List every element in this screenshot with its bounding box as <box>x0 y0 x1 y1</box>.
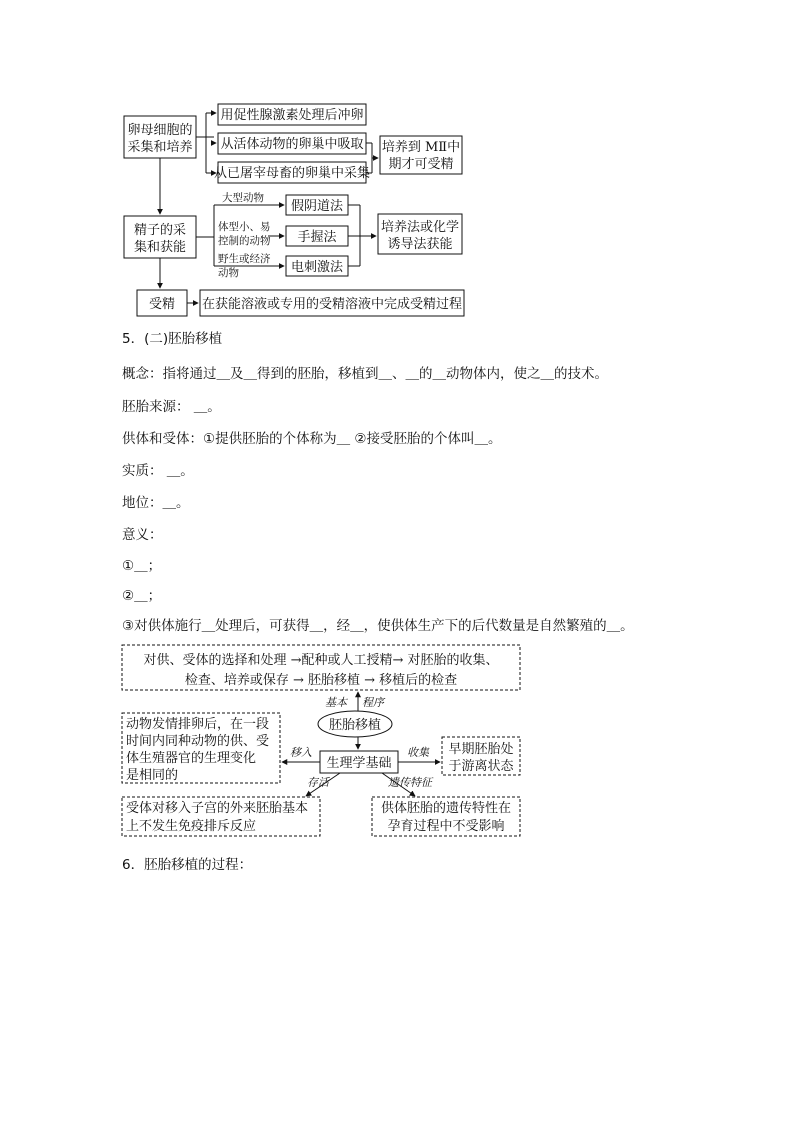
label-transfer: 移入 <box>290 746 312 759</box>
meaning-item-3: ③对供体施行＿处理后，可获得＿，经＿，使供体生产下的后代数量是自然繁殖的＿。 <box>122 618 634 634</box>
sperm-box-line2: 集和获能 <box>133 240 187 255</box>
physiological-basis: 生理学基础 <box>326 756 392 771</box>
sperm-method-3: 电刺激法 <box>290 260 344 275</box>
procedure-line2: 检查、培养或保存 → 胚胎移植 → 移植后的检查 <box>184 673 458 688</box>
oocyte-box-line2: 采集和培养 <box>127 140 193 155</box>
section6-heading: 6．胚胎移植的过程： <box>122 857 253 873</box>
oocyte-method-3: 从已屠宰母畜的卵巢中采集 <box>213 166 371 181</box>
sperm-method-1: 假阴道法 <box>290 199 344 214</box>
capacitation-line2: 诱导法获能 <box>387 237 453 252</box>
bottom-right-line1: 供体胚胎的遗传特性在 <box>380 801 512 816</box>
oocyte-box-line1: 卵母细胞的 <box>127 123 193 138</box>
bottom-left-line1: 受体对移入子宫的外来胚胎基本 <box>126 801 309 816</box>
left-box-line2: 时间内同种动物的供、受 <box>126 734 270 749</box>
left-box-line1: 动物发情排卵后，在一段 <box>126 717 270 732</box>
label-small-animal-2: 控制的动物 <box>218 235 271 247</box>
bottom-right-line2: 孕育过程中不受影响 <box>387 819 505 834</box>
label-survive: 存活 <box>307 776 329 789</box>
oocyte-method-2: 从活体动物的卵巢中吸取 <box>220 137 364 152</box>
donor-recipient-line: 供体和受体：①提供胚胎的个体称为＿ ②接受胚胎的个体叫＿。 <box>122 431 502 447</box>
left-box-line4: 是相同的 <box>126 768 179 783</box>
fertilization-box: 受精 <box>148 297 176 312</box>
right-box-line1: 早期胚胎处 <box>448 742 514 757</box>
label-collect: 收集 <box>407 746 429 759</box>
label-large-animal: 大型动物 <box>222 192 264 204</box>
label-wild-animal-1: 野生或经济 <box>218 253 271 265</box>
meaning-label: 意义： <box>122 527 163 543</box>
label-genetic: 遗传特征 <box>388 776 432 789</box>
section5-heading: 5．(二)胚胎移植 <box>122 331 223 347</box>
left-box-line3: 体生殖器官的生理变化 <box>126 751 257 766</box>
label-small-animal-1: 体型小、易 <box>218 221 271 233</box>
meaning-item-2: ②＿； <box>122 588 162 604</box>
right-box-line2: 于游离状态 <box>448 759 514 774</box>
sperm-box-line1: 精子的采 <box>133 223 187 238</box>
meaning-item-1: ①＿； <box>122 558 162 574</box>
fertilization-desc: 在获能溶液或专用的受精溶液中完成受精过程 <box>201 297 463 312</box>
label-wild-animal-2: 动物 <box>218 267 239 279</box>
procedure-line1: 对供、受体的选择和处理 →配种或人工授精→ 对胚胎的收集、 <box>143 653 499 668</box>
concept-line: 概念：指将通过＿及＿得到的胚胎，移植到＿、＿的＿动物体内，使之＿的技术。 <box>122 366 608 382</box>
capacitation-line1: 培养法或化学 <box>380 220 460 235</box>
culture-note-line2: 期才可受精 <box>388 157 454 172</box>
embryo-source-line: 胚胎来源： ＿。 <box>122 399 221 415</box>
status-line: 地位：＿。 <box>122 495 190 511</box>
label-basic: 基本 <box>325 696 347 709</box>
culture-note-line1: 培养到 MⅡ中 <box>381 140 461 155</box>
label-procedure: 程序 <box>362 696 384 709</box>
bottom-left-line2: 上不发生免疫排斥反应 <box>126 819 257 834</box>
center-embryo-transfer: 胚胎移植 <box>328 718 382 733</box>
essence-line: 实质： ＿。 <box>122 463 194 479</box>
oocyte-method-1: 用促性腺激素处理后冲卵 <box>220 108 364 123</box>
sperm-method-2: 手握法 <box>297 230 337 245</box>
